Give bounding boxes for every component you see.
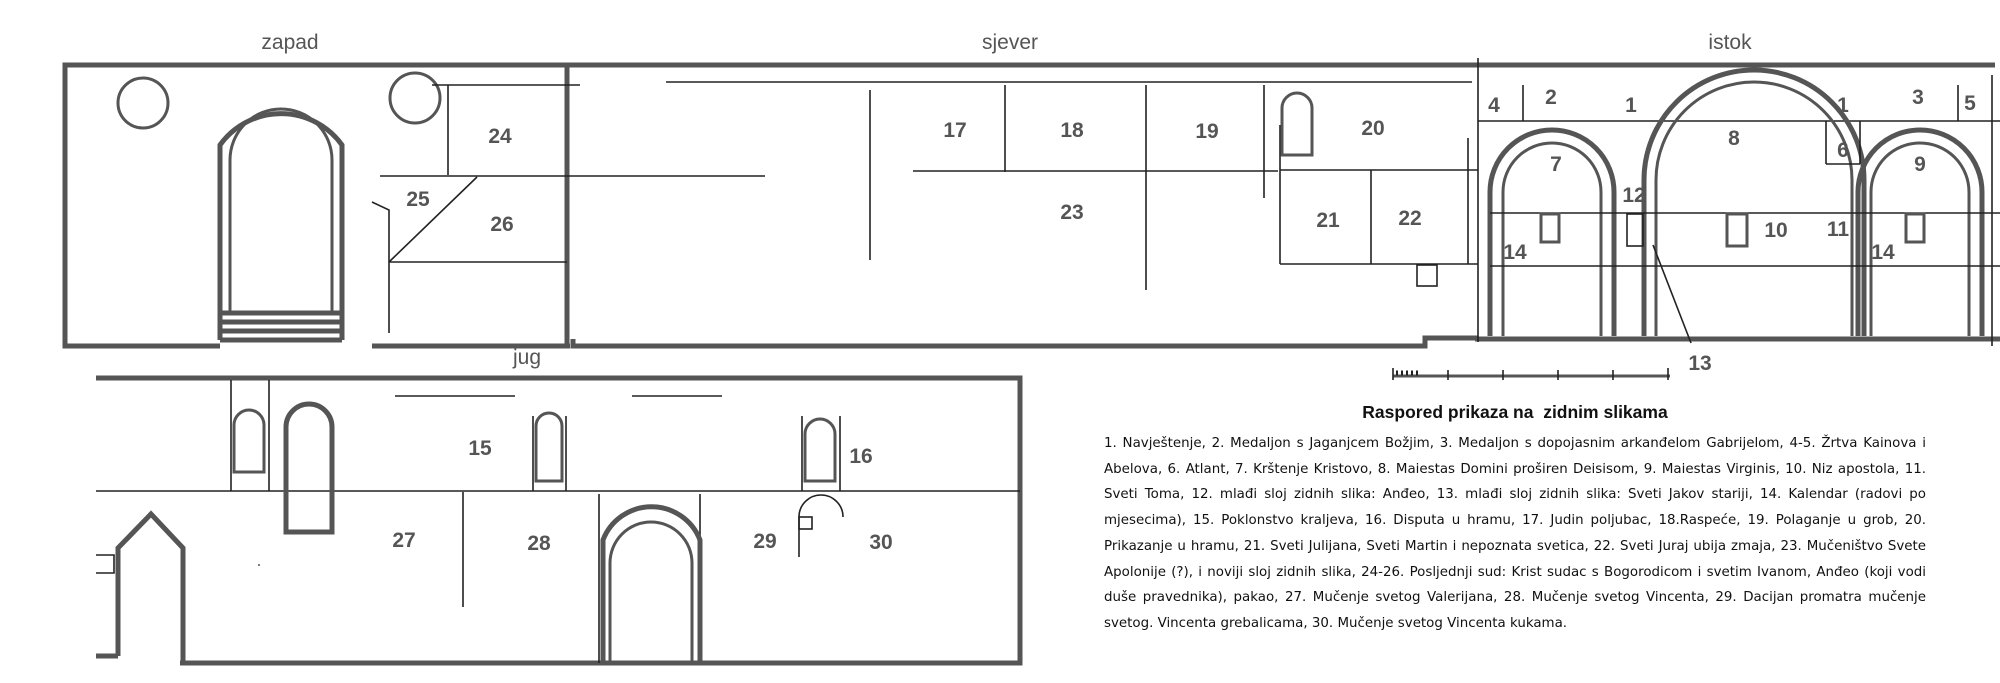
zone-number-2: 2 bbox=[1545, 86, 1557, 109]
zapad-doorway-inner bbox=[230, 109, 332, 312]
zone-number-26: 26 bbox=[490, 213, 514, 236]
jug-window-a bbox=[234, 410, 264, 472]
zone-number-6: 6 bbox=[1837, 139, 1849, 162]
sjever-niche-22 bbox=[1417, 265, 1437, 286]
zone-number-21: 21 bbox=[1316, 209, 1340, 232]
wall-label-sjever: sjever bbox=[981, 31, 1039, 54]
istok-window-9 bbox=[1906, 214, 1924, 242]
istok-arch-center-inner bbox=[1656, 82, 1852, 336]
zone-number-30: 30 bbox=[869, 531, 893, 554]
zone-number-13: 13 bbox=[1688, 352, 1712, 375]
istok-window-7 bbox=[1541, 214, 1559, 242]
istok-arch-center bbox=[1644, 70, 1864, 336]
zapad-medallion-left bbox=[118, 78, 168, 128]
zone-number-23: 23 bbox=[1060, 201, 1084, 224]
jug-niche-29 bbox=[799, 517, 812, 529]
jug-pointed-doorway bbox=[118, 514, 183, 663]
jug-dot bbox=[258, 564, 260, 566]
zone-number-8: 8 bbox=[1728, 127, 1740, 150]
zone-number-14-right: 14 bbox=[1871, 241, 1895, 264]
zone-number-5: 5 bbox=[1964, 92, 1976, 115]
istok-window-12 bbox=[1627, 214, 1643, 246]
jug-window-d bbox=[805, 419, 835, 481]
zone-number-3: 3 bbox=[1912, 86, 1924, 109]
zapad-doorway-outer bbox=[220, 114, 342, 340]
wall-label-istok: istok bbox=[1708, 31, 1752, 54]
zone-number-1-right: 1 bbox=[1837, 94, 1849, 117]
zone-number-29: 29 bbox=[753, 530, 777, 553]
upper-elevation bbox=[65, 58, 2000, 380]
zone-number-17: 17 bbox=[943, 119, 967, 142]
scale-bar bbox=[1393, 368, 1670, 380]
wall-label-jug: jug bbox=[512, 346, 542, 369]
zone-number-4: 4 bbox=[1488, 94, 1500, 117]
upper-wall-outline bbox=[65, 65, 2000, 346]
jug-central-doorway-inner bbox=[610, 522, 692, 663]
judgment-diagonal bbox=[389, 177, 477, 262]
zone-number-1-left: 1 bbox=[1625, 94, 1637, 117]
zone-number-9: 9 bbox=[1914, 153, 1926, 176]
zone-number-19: 19 bbox=[1195, 120, 1219, 143]
zone-number-7: 7 bbox=[1550, 153, 1562, 176]
zapad-medallion-right bbox=[390, 73, 440, 123]
jug-window-b bbox=[286, 404, 332, 532]
wall-label-zapad: zapad bbox=[261, 31, 319, 54]
zone-number-20: 20 bbox=[1361, 117, 1385, 140]
zone-number-12: 12 bbox=[1622, 184, 1646, 207]
zone-number-11: 11 bbox=[1826, 218, 1850, 241]
jug-window-c bbox=[536, 413, 562, 481]
zone-number-10: 10 bbox=[1764, 219, 1788, 242]
lower-elevation bbox=[96, 378, 1020, 663]
sjever-window-20 bbox=[1282, 93, 1312, 155]
leader-13 bbox=[1653, 245, 1691, 343]
zone-number-14-left: 14 bbox=[1503, 241, 1527, 264]
istok-window-10 bbox=[1727, 214, 1747, 246]
legend-text: 1. Navještenje, 2. Medaljon s Jaganjcem Božjim, 3. Medaljon s dopojasnim arkanđelom Gabrijelom, 4-5. Žrtva Kainova i Abelova, 6. Atlant, 7. Krštenje Kristovo, 8. Maiestas Domini proširen Deisisom, 9. Maiestas Virginis, 10. Niz apostola, 11. Sveti Toma, 12. mlađi sloj zidnih slika: Anđeo, 13. mlađi sloj zidnih slika: Sveti Jakov stariji, 14. Kalendar (radovi po mjesecima), 15. Poklonstvo kraljeva, 16. Disputa u hramu, 17. Judin poljubac, 18.Raspeće, 19. Polaganje u grob, 20. Prikazanje u hramu, 21. Sveti Julijana, Sveti Martin i nepoznata svetica, 22. Sveti Juraj ubija zmaja, 23. Mučeništvo Svete Apolonije (?), i noviji sloj zidnih slika, 24-26. Posljednji sud: Krist sudac s Bogorodicom i svetim Ivanom, Anđeo (koji vodi duše pravednika), pakao, 27. Mučenje svetog Valerijana, 28. Mučenje svetog Vincenta, 29. Dacijan promatra mučenje svetog. Vincenta grebalicama, 30. Mučenje svetog Vincenta kukama. bbox=[1104, 436, 1926, 631]
zone-number-18: 18 bbox=[1060, 119, 1084, 142]
zone-number-27: 27 bbox=[392, 529, 416, 552]
jug-small-niche-left bbox=[96, 555, 114, 573]
legend-title: Raspored prikaza na zidnim slikama bbox=[1362, 402, 1668, 422]
zone-number-25: 25 bbox=[406, 188, 430, 211]
zone-number-16: 16 bbox=[849, 445, 873, 468]
jug-central-doorway-outer bbox=[603, 507, 700, 663]
zone-number-28: 28 bbox=[527, 532, 551, 555]
jug-arc-29-30 bbox=[799, 495, 843, 557]
zone-number-15: 15 bbox=[468, 437, 492, 460]
zone-number-22: 22 bbox=[1398, 207, 1422, 230]
zapad-line-25-left bbox=[372, 202, 389, 333]
zone-number-24: 24 bbox=[488, 125, 512, 148]
